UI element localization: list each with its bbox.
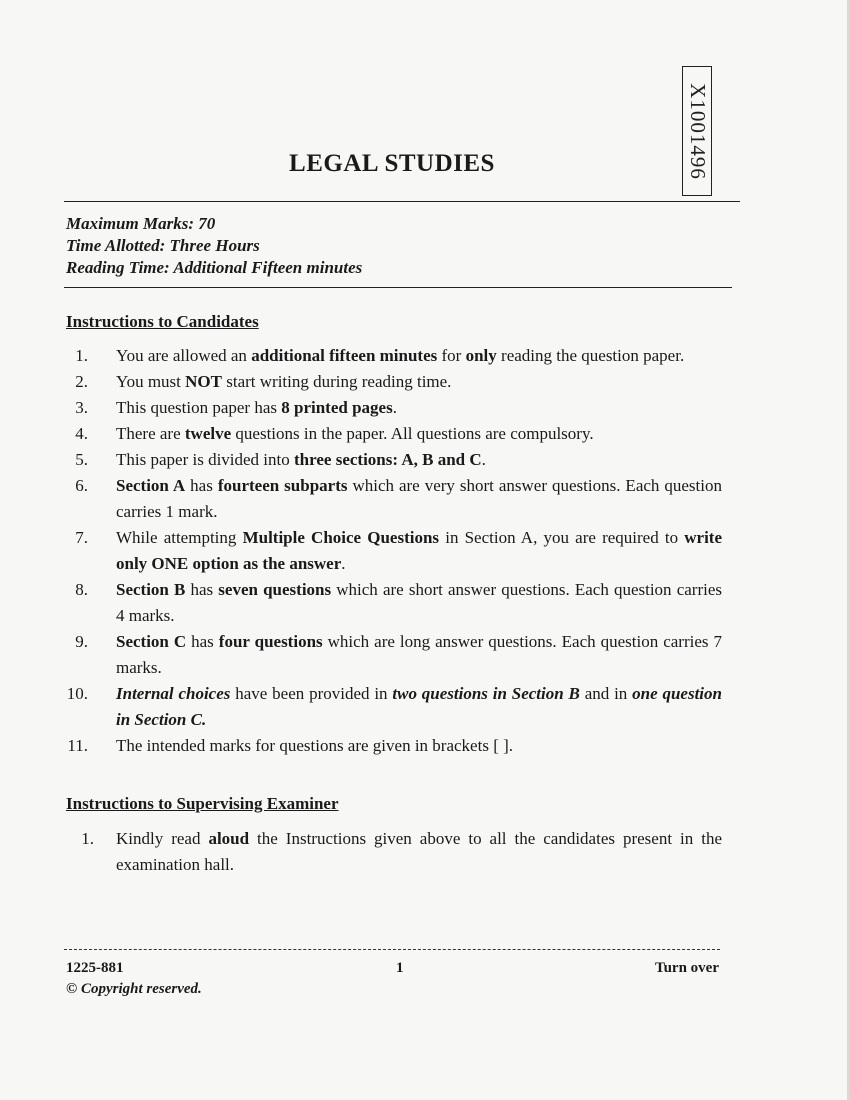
instruction-text [116,346,684,365]
instruction-text-run: three sections: A, B and C [294,450,482,469]
instruction-text-run: You are allowed an [116,346,252,365]
instruction-text-run: in Section A, you are required to [439,528,685,547]
instruction-text-run: The intended marks for questions are given in brackets [ ]. [116,736,514,755]
instruction-text-run: twelve [184,424,232,443]
instruction-item [66,473,722,525]
instruction-text-run: Section C [116,632,187,651]
instruction-text-run: for [437,346,466,365]
instruction-text [116,450,486,469]
instruction-number: 6. [75,476,88,495]
exam-details [66,213,362,279]
instruction-number: 5. [75,450,88,469]
instruction-text-run: only [465,346,497,365]
instruction-text [116,829,722,874]
instruction-text-run: questions in the paper. All questions are compulsory. [231,424,594,443]
instruction-text-run: . [481,450,486,469]
instruction-text-run: fifteen minutes [329,346,438,365]
supervisor-heading: Instructions to Supervising Examiner [66,794,339,813]
details-divider [64,287,732,288]
instruction-item [66,343,722,369]
instruction-number: 9. [75,632,88,651]
instruction-number: 10. [66,684,88,703]
time-allotted: Time Allotted: Three Hours [66,236,260,255]
instruction-text-run: Internal choices [116,684,231,703]
serial-number: X1001496 [685,82,710,180]
instruction-number: 2. [75,372,88,391]
instruction-text-run: has [186,632,219,651]
instruction-text-run: which are short answer questions. Each question carries 4 marks. [116,580,722,625]
paper-title: LEGAL STUDIES [289,150,495,177]
instruction-text-run: seven questions [218,580,332,599]
instruction-text-run: two questions in Section B [392,684,580,703]
instruction-text-run: one question in Section C. [116,684,722,729]
instruction-text-run: has [185,476,218,495]
paper-code: 1225-881 [66,960,124,976]
instruction-text [116,424,594,443]
instruction-number: 7. [75,528,88,547]
instruction-text-run: NOT [185,372,222,391]
instruction-text [116,372,451,391]
candidates-heading: Instructions to Candidates [66,312,259,331]
instruction-item [66,733,722,759]
reading-time: Reading Time: Additional Fifteen minutes [66,258,363,277]
footer-divider [64,949,720,950]
instruction-item [66,681,722,733]
instruction-number: 1. [75,346,88,365]
instruction-text [116,580,722,625]
instruction-text-run: Multiple Choice Questions [242,528,440,547]
instruction-item [66,577,722,629]
turn-over-label: Turn over [654,960,719,976]
copyright-notice: © Copyright reserved. [66,981,202,997]
instruction-text [116,528,722,573]
instruction-text-run: There are [116,424,185,443]
instruction-number: 1. [81,829,94,848]
instruction-text-run: has [185,580,219,599]
instruction-text-run: . [341,554,346,573]
instruction-text-run: start writing during reading time. [221,372,452,391]
instruction-item [66,525,722,577]
instruction-text-run: . [392,398,397,417]
instruction-item [66,826,722,878]
instruction-text-run: reading the question paper. [496,346,685,365]
instruction-item [66,395,722,421]
instruction-text-run: You must [116,372,186,391]
instruction-text [116,684,722,729]
instruction-number: 11. [67,736,88,755]
instruction-text-run: and in [579,684,633,703]
title-divider [64,201,740,202]
instruction-text-run: While attempting [116,528,243,547]
instruction-text-run: aloud [208,829,250,848]
instruction-text-run: which are very short answer questions. Each question carries 1 mark. [116,476,722,521]
instruction-number: 4. [75,424,88,443]
candidate-instructions-list [66,343,722,759]
instruction-item [66,369,722,395]
instruction-text-run: four questions [218,632,323,651]
instruction-number: 3. [75,398,88,417]
instruction-text-run: Kindly read [116,829,209,848]
instruction-text-run: 8 printed pages [281,398,393,417]
instruction-text-run: write only ONE option as the answer [116,528,723,573]
instruction-item [66,421,722,447]
supervisor-instructions-list [66,826,722,878]
instruction-text-run: This paper is divided into [116,450,295,469]
instruction-text-run: Section B [116,580,186,599]
instruction-item [66,447,722,473]
instruction-text [116,632,722,677]
page-number: 1 [396,960,404,976]
instruction-text-run: additional [251,346,325,365]
instruction-text [116,736,513,755]
instruction-number: 8. [75,580,88,599]
instruction-text-run: fourteen subparts [217,476,348,495]
instruction-text-run: have been provided in [230,684,393,703]
instruction-text [116,398,397,417]
maximum-marks: Maximum Marks: 70 [66,214,216,233]
instruction-text-run: which are long answer questions. Each question carries 7 marks. [116,632,722,677]
instruction-item [66,629,722,681]
instruction-text [116,476,722,521]
instruction-text-run: the Instructions given above to all the candidates present in the examination hall. [116,829,722,874]
instruction-text-run: This question paper has [116,398,282,417]
instruction-text-run: Section A [116,476,186,495]
